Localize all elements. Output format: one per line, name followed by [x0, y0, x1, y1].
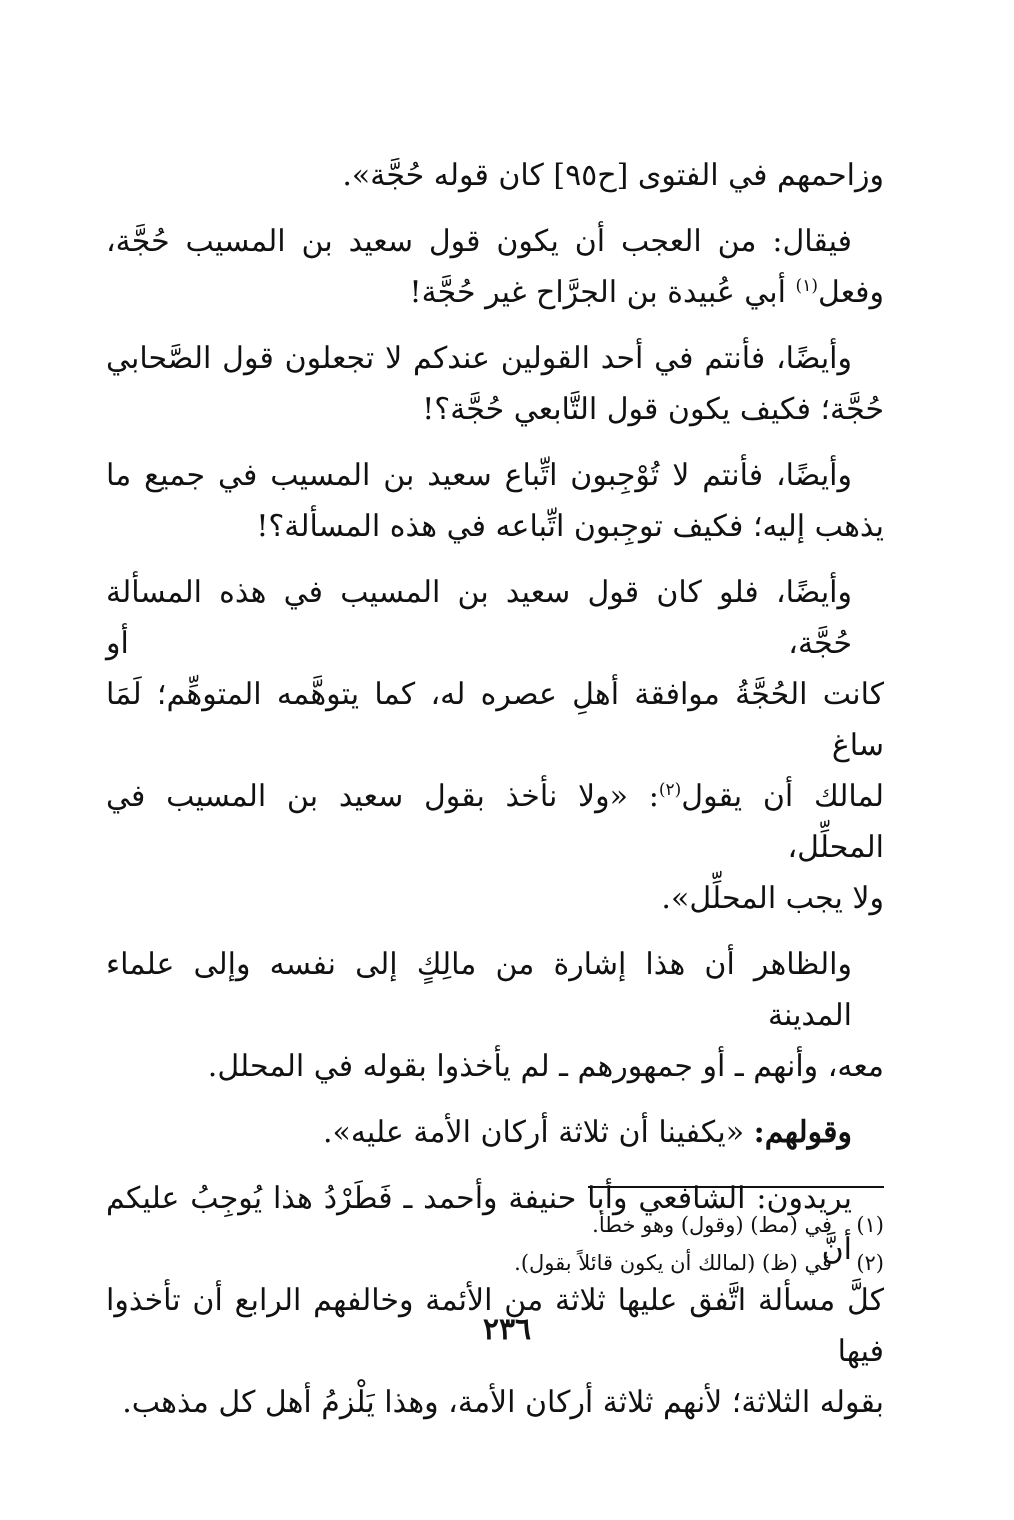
paragraph-4: [106, 450, 884, 552]
text-line: بقوله الثلاثة؛ لأنهم ثلاثة أركان الأمة، وهذا يَلْزمُ أهل كل مذهب.: [122, 1385, 884, 1420]
text-fragment: : «ولا نأخذ بقول سعيد بن المسيب في المحلِّل،: [106, 779, 884, 865]
text-line: فيقال: من العجب أن يكون قول سعيد بن المسيب حُجَّة،: [106, 224, 852, 259]
text-line: يريدون: الشافعي وأبا حنيفة وأحمد ـ فَطَرْدُ هذا يُوجِبُ عليكم أنَّ: [106, 1181, 852, 1267]
text-line: ولا يجب المحلِّل».: [661, 881, 884, 916]
text-line: [106, 267, 884, 318]
text-fragment: أبي عُبيدة بن الجرَّاح غير حُجَّة!: [409, 275, 786, 310]
text-line: كلَّ مسألة اتَّفق عليها ثلاثة من الأئمة وخالفهم الرابع أن تأخذوا فيها: [106, 1283, 884, 1369]
footnote-2: [184, 1244, 884, 1282]
paragraph-3: [106, 333, 884, 435]
text-line: معه، وأنهم ـ أو جمهورهم ـ لم يأخذوا بقوله في المحلل.: [207, 1049, 884, 1084]
text-fragment: لمالك أن يقول: [681, 779, 884, 814]
footnote-divider: [588, 1186, 884, 1188]
text-line: وأيضًا، فأنتم لا تُوْجِبون اتِّباع سعيد بن المسيب في جميع ما: [106, 458, 852, 493]
text-line: والظاهر أن هذا إشارة من مالِكٍ إلى نفسه وإلى علماء المدينة: [106, 947, 852, 1033]
text-line: كانت الحُجَّةُ موافقة أهلِ عصره له، كما يتوهَّمه المتوهِّم؛ لَمَا ساغ: [106, 677, 884, 763]
text-fragment: «يكفينا أن ثلاثة أركان الأمة عليه».: [322, 1115, 754, 1150]
footnote-1: [184, 1206, 884, 1244]
paragraph-6: [106, 939, 884, 1092]
page-number: ٢٣٦: [482, 1312, 532, 1347]
footnote-ref-1: (١): [795, 276, 818, 296]
text-line: حُجَّة؛ فكيف يكون قول التَّابعي حُجَّة؟!: [422, 392, 884, 427]
footnote-number: (٢): [856, 1251, 884, 1275]
text-line: وزاحمهم في الفتوى [ح٩٥] كان قوله حُجَّة».: [342, 158, 884, 193]
text-line: وأيضًا، فلو كان قول سعيد بن المسيب في هذه المسألة حُجَّة، أو: [106, 575, 852, 661]
footnote-number: (١): [856, 1213, 884, 1237]
paragraph-5: [106, 567, 884, 924]
paragraph-2: [106, 216, 884, 318]
paragraph-7: [106, 1107, 884, 1158]
footnote-text: في (ظ) (لمالك أن يكون قائلاً بقول).: [514, 1251, 832, 1275]
text-line: [106, 1107, 884, 1158]
text-line: يذهب إليه؛ فكيف توجِبون اتِّباعه في هذه المسألة؟!: [256, 509, 884, 544]
paragraph-1: [106, 150, 884, 201]
lead-phrase: وقولهم:: [753, 1115, 852, 1150]
text-line: وأيضًا، فأنتم في أحد القولين عندكم لا تجعلون قول الصَّحابي: [106, 341, 852, 376]
text-fragment: وفعل: [817, 275, 884, 310]
footnote-ref-2: (٢): [658, 780, 682, 800]
text-line: [106, 771, 884, 873]
footnotes: [184, 1206, 884, 1282]
footnote-text: في (مط) (وقول) وهو خطأ.: [592, 1213, 832, 1237]
